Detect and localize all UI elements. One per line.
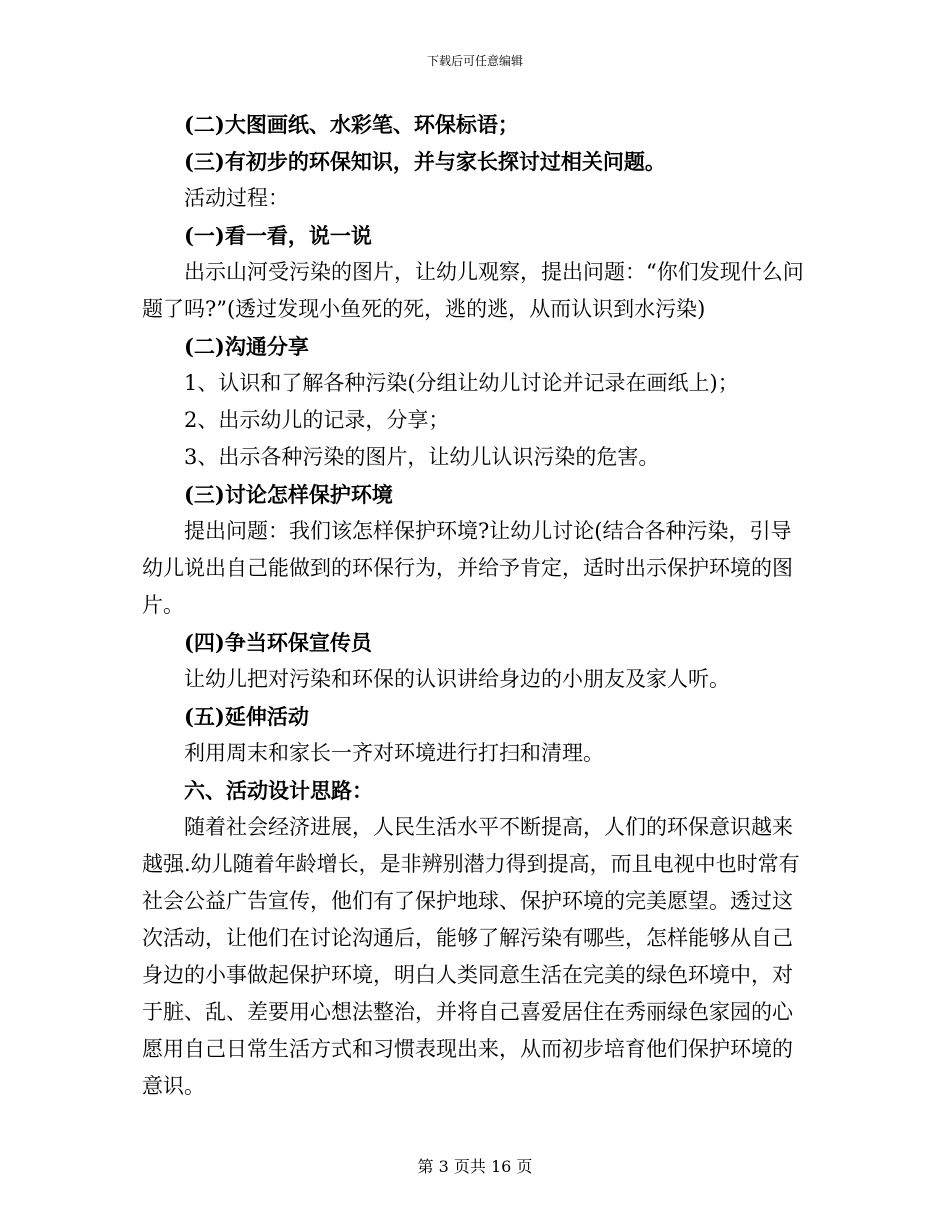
paragraph-step-4-body: 让幼儿把对污染和环保的认识讲给身边的小朋友及家人听。 bbox=[184, 667, 730, 691]
page-header: 下载后可任意编辑 bbox=[426, 54, 523, 68]
paragraph-section-6-heading: 六、活动设计思路： bbox=[184, 778, 373, 803]
paragraph-step-3-heading: (三)讨论怎样保护环境 bbox=[184, 482, 393, 507]
paragraph-step-2-item-3: 3、出示各种污染的图片，让幼儿认识污染的危害。 bbox=[184, 445, 660, 469]
paragraph-step-1-heading: (一)看一看，说一说 bbox=[184, 223, 372, 248]
paragraph-step-3-body: 提出问题：我们该怎样保护环境?让幼儿讨论(结合各种污染，引导幼儿说出自己能做到的环保行为，并给予肯定，适时出示保护环境的图片。 bbox=[142, 519, 793, 617]
paragraph-step-1-body: 出示山河受污染的图片，让幼儿观察，提出问题：“你们发现什么问题了吗?”(透过发现小鱼死的死，逃的逃，从而认识到水污染) bbox=[142, 260, 804, 321]
paragraph-materials-2: (二)大图画纸、水彩笔、环保标语； bbox=[184, 112, 519, 137]
paragraph-section-6-body: 随着社会经济进展，人民生活水平不断提高，人们的环保意识越来越强.幼儿随着年龄增长，是非辨别潜力得到提高，而且电视中也时常有社会公益广告宣传，他们有了保护地球、保护环境的完美愿望。透过这次活动，让他们在讨论沟通后，能够了解污染有哪些，怎样能够从自己身边的小事做起保护环境，明白人类同意生活在完美的绿色环境中，对于脏、乱、差要用心想法整治，并将自己喜爱居住在秀丽绿色家园的心愿用自己日常生活方式和习惯表现出来，从而初步培育他们保护环境的意识。 bbox=[142, 815, 800, 1098]
document-body bbox=[142, 106, 807, 1105]
paragraph-step-2-heading: (二)沟通分享 bbox=[184, 334, 309, 359]
paragraph-step-5-body: 利用周末和家长一齐对环境进行打扫和清理。 bbox=[184, 741, 604, 765]
paragraph-step-4-heading: (四)争当环保宣传员 bbox=[184, 630, 372, 655]
paragraph-step-2-item-1: 1、认识和了解各种污染(分组让幼儿讨论并记录在画纸上)； bbox=[184, 371, 739, 395]
paragraph-step-2-item-2: 2、出示幼儿的记录，分享； bbox=[184, 408, 450, 432]
page-footer: 第 3 页共 16 页 bbox=[417, 1157, 533, 1176]
paragraph-process-heading: 活动过程： bbox=[184, 186, 289, 210]
paragraph-step-5-heading: (五)延伸活动 bbox=[184, 704, 309, 729]
paragraph-materials-3: (三)有初步的环保知识，并与家长探讨过相关问题。 bbox=[184, 149, 666, 174]
